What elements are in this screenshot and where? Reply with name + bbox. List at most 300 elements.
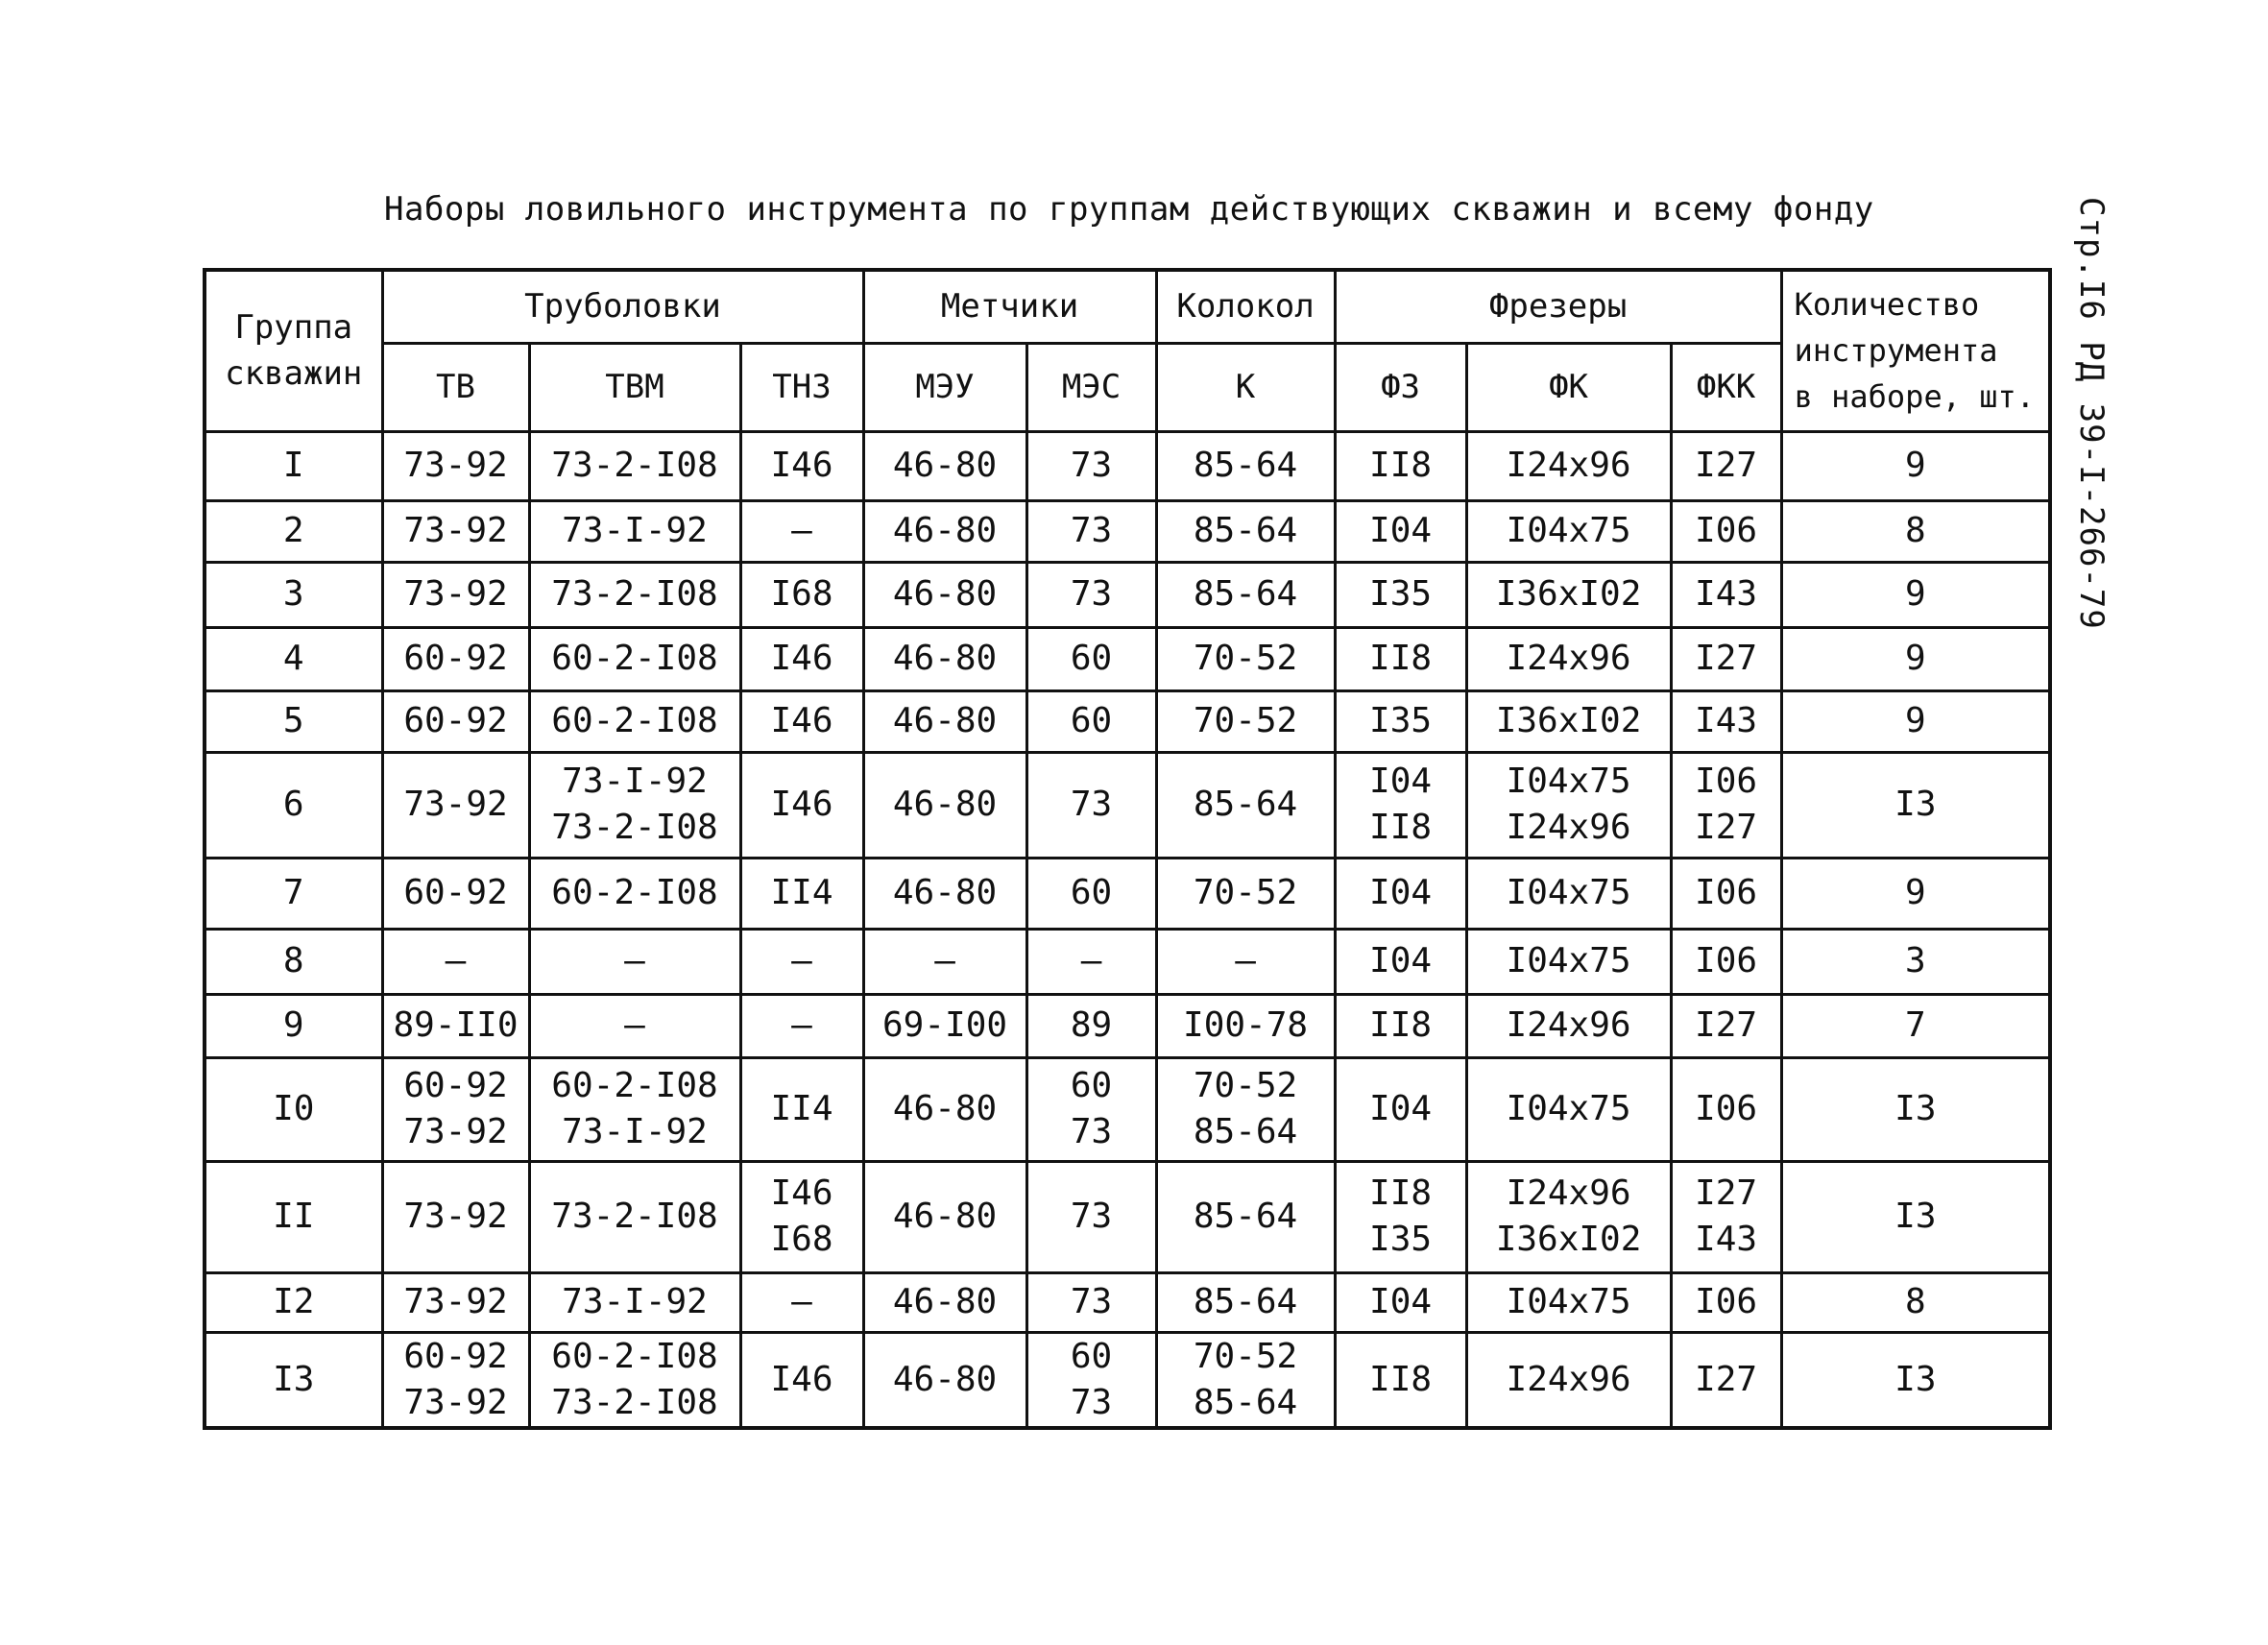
cell-tv-value: 73-92 [403, 1382, 508, 1422]
cell-fz-value: I35 [1369, 574, 1433, 614]
cell-fk [1466, 752, 1671, 858]
cell-tnz-value: I46 [770, 785, 833, 824]
cell-mes-value: 73 [1070, 446, 1113, 485]
cell-tvm-value: 73-2-I08 [551, 574, 718, 614]
cell-k-value: 85-64 [1193, 574, 1298, 614]
cell-meu [863, 929, 1026, 994]
header-tv: ТВ [382, 343, 529, 431]
cell-tnz-value: I46 [770, 446, 833, 485]
header-frezery: Фрезеры [1335, 270, 1781, 343]
cell-tv-value: – [445, 941, 467, 980]
header-quantity [1781, 270, 2050, 431]
header-metchiki: Метчики [863, 270, 1156, 343]
cell-fkk [1671, 690, 1781, 752]
cell-fkk-value: I06 [1695, 1089, 1758, 1128]
cell-k-value: 85-64 [1193, 511, 1298, 550]
table-row [205, 994, 2050, 1057]
cell-fkk [1671, 1272, 1781, 1332]
cell-mes-value: 73 [1070, 1112, 1113, 1151]
cell-quantity: 9 [1781, 858, 2050, 929]
cell-meu [863, 994, 1026, 1057]
cell-quantity: 9 [1781, 627, 2050, 690]
cell-tnz-value: I46 [770, 1359, 833, 1399]
cell-group: 9 [205, 994, 382, 1057]
cell-tv [382, 1272, 529, 1332]
cell-fz [1335, 1332, 1466, 1428]
cell-fkk-value: I06 [1695, 873, 1758, 912]
header-fkk: ФКК [1671, 343, 1781, 431]
cell-meu-value: 46-80 [892, 1197, 998, 1236]
cell-tnz-value: II4 [770, 1089, 833, 1128]
cell-mes [1026, 1332, 1156, 1428]
cell-mes [1026, 500, 1156, 562]
cell-k [1156, 500, 1335, 562]
cell-k-value: 85-64 [1193, 1197, 1298, 1236]
cell-fkk-value: I06 [1695, 762, 1758, 801]
cell-meu [863, 1332, 1026, 1428]
cell-tv-value: 60-92 [403, 1066, 508, 1105]
cell-k-value: 70-52 [1193, 701, 1298, 740]
cell-fk-value: I36xI02 [1495, 574, 1642, 614]
cell-tnz [740, 858, 863, 929]
cell-fkk [1671, 752, 1781, 858]
cell-fz [1335, 1272, 1466, 1332]
cell-tnz-value: I46 [770, 639, 833, 678]
cell-meu-value: 69-I00 [882, 1005, 1008, 1045]
cell-mes [1026, 562, 1156, 627]
cell-tnz [740, 994, 863, 1057]
cell-fk-value: I04x75 [1506, 873, 1631, 912]
cell-tv [382, 1057, 529, 1161]
cell-mes-value: 60 [1070, 873, 1113, 912]
cell-tnz-value: – [791, 1282, 812, 1321]
cell-k-value: 70-52 [1193, 1336, 1298, 1376]
cell-fz-value: I04 [1369, 873, 1433, 912]
cell-fz-value: I35 [1369, 1220, 1433, 1259]
cell-fk-value: I24x96 [1506, 1359, 1631, 1399]
cell-fk [1466, 690, 1671, 752]
cell-fk-value: I24x96 [1506, 446, 1631, 485]
cell-fkk [1671, 1332, 1781, 1428]
cell-fz-value: I04 [1369, 511, 1433, 550]
cell-tvm-value: 73-2-I08 [551, 808, 718, 847]
cell-group: 7 [205, 858, 382, 929]
cell-tv-value: 89-II0 [393, 1005, 519, 1045]
cell-group: 8 [205, 929, 382, 994]
header-quantity-line3: в наборе, шт. [1794, 378, 2036, 416]
cell-tv-value: 73-92 [403, 1197, 508, 1236]
header-group-line1: Группа [234, 308, 353, 348]
header-trubolovki: Труболовки [382, 270, 863, 343]
cell-meu-value: 46-80 [892, 639, 998, 678]
cell-tv-value: 73-92 [403, 1112, 508, 1151]
cell-fkk-value: I06 [1695, 941, 1758, 980]
cell-fz [1335, 994, 1466, 1057]
cell-fk-value: I24x96 [1506, 639, 1631, 678]
cell-tnz-value: I68 [770, 1220, 833, 1259]
cell-tvm [529, 1272, 740, 1332]
cell-tvm-value: 60-2-I08 [551, 873, 718, 912]
cell-fk-value: I24x96 [1506, 1005, 1631, 1045]
cell-tvm-value: 73-2-I08 [551, 1382, 718, 1422]
cell-quantity: I3 [1781, 1161, 2050, 1272]
cell-tvm-value: 60-2-I08 [551, 1066, 718, 1105]
cell-mes [1026, 994, 1156, 1057]
cell-tv-value: 73-92 [403, 574, 508, 614]
cell-fkk-value: I27 [1695, 639, 1758, 678]
table-row [205, 431, 2050, 500]
cell-tvm [529, 500, 740, 562]
cell-fkk [1671, 1057, 1781, 1161]
cell-fk-value: I24x96 [1506, 808, 1631, 847]
header-fz: ФЗ [1335, 343, 1466, 431]
cell-fk-value: I04x75 [1506, 1089, 1631, 1128]
header-tvm: ТВМ [529, 343, 740, 431]
cell-tvm-value: 73-I-92 [562, 1112, 708, 1151]
cell-fkk-value: I27 [1695, 446, 1758, 485]
cell-fk [1466, 500, 1671, 562]
header-group-line2: скважин [225, 354, 363, 394]
cell-fz [1335, 431, 1466, 500]
cell-fz [1335, 929, 1466, 994]
cell-fkk-value: I43 [1695, 1220, 1758, 1259]
cell-group: 6 [205, 752, 382, 858]
cell-k [1156, 690, 1335, 752]
cell-tvm [529, 690, 740, 752]
cell-tvm-value: 73-2-I08 [551, 446, 718, 485]
cell-tvm [529, 1332, 740, 1428]
cell-meu [863, 690, 1026, 752]
cell-mes [1026, 1057, 1156, 1161]
cell-tnz-value: – [791, 1005, 812, 1045]
cell-tnz-value: I68 [770, 574, 833, 614]
cell-meu-value: 46-80 [892, 511, 998, 550]
cell-tvm [529, 752, 740, 858]
cell-mes [1026, 431, 1156, 500]
cell-tv-value: 60-92 [403, 1336, 508, 1376]
cell-fkk [1671, 929, 1781, 994]
cell-fz-value: II8 [1369, 1359, 1433, 1399]
cell-meu [863, 752, 1026, 858]
cell-meu [863, 1161, 1026, 1272]
cell-tvm-value: 73-I-92 [562, 762, 708, 801]
cell-tnz [740, 627, 863, 690]
cell-mes-value: 60 [1070, 701, 1113, 740]
cell-k-value: – [1235, 941, 1256, 980]
cell-tv [382, 858, 529, 929]
cell-tvm [529, 1057, 740, 1161]
cell-tvm-value: 60-2-I08 [551, 639, 718, 678]
cell-group: I [205, 431, 382, 500]
cell-meu-value: 46-80 [892, 873, 998, 912]
cell-group: I2 [205, 1272, 382, 1332]
cell-tnz-value: I46 [770, 1173, 833, 1213]
cell-k-value: 70-52 [1193, 1066, 1298, 1105]
header-quantity-line1: Количество [1794, 286, 1980, 324]
cell-tv [382, 431, 529, 500]
cell-tvm-value: 60-2-I08 [551, 701, 718, 740]
cell-tnz [740, 500, 863, 562]
cell-mes [1026, 858, 1156, 929]
cell-tnz-value: – [791, 511, 812, 550]
header-kolokol: Колокол [1156, 270, 1335, 343]
cell-fz [1335, 1161, 1466, 1272]
cell-tnz [740, 752, 863, 858]
cell-tnz-value: II4 [770, 873, 833, 912]
table-row [205, 690, 2050, 752]
cell-tvm-value: 73-I-92 [562, 1282, 708, 1321]
cell-mes-value: – [1080, 941, 1102, 980]
cell-fkk-value: I27 [1695, 1005, 1758, 1045]
cell-tvm [529, 929, 740, 994]
cell-tvm-value: 60-2-I08 [551, 1336, 718, 1376]
cell-tv [382, 994, 529, 1057]
cell-tvm-value: – [624, 941, 645, 980]
cell-fk [1466, 1272, 1671, 1332]
cell-tvm [529, 1161, 740, 1272]
cell-fk [1466, 929, 1671, 994]
header-tnz: ТНЗ [740, 343, 863, 431]
table-row [205, 752, 2050, 858]
cell-fkk-value: I06 [1695, 511, 1758, 550]
header-meu: МЭУ [863, 343, 1026, 431]
cell-k [1156, 929, 1335, 994]
cell-tvm-value: 73-I-92 [562, 511, 708, 550]
cell-k-value: 70-52 [1193, 639, 1298, 678]
cell-fz [1335, 562, 1466, 627]
cell-fkk [1671, 1161, 1781, 1272]
cell-k-value: I00-78 [1183, 1005, 1309, 1045]
cell-fk-value: I04x75 [1506, 762, 1631, 801]
cell-tvm [529, 858, 740, 929]
cell-tv-value: 60-92 [403, 873, 508, 912]
cell-k [1156, 858, 1335, 929]
cell-tnz [740, 431, 863, 500]
cell-meu-value: 46-80 [892, 446, 998, 485]
cell-fk-value: I36xI02 [1495, 701, 1642, 740]
cell-tv-value: 60-92 [403, 639, 508, 678]
header-k: К [1156, 343, 1335, 431]
cell-mes [1026, 1272, 1156, 1332]
cell-fk [1466, 562, 1671, 627]
cell-fz [1335, 752, 1466, 858]
cell-k [1156, 627, 1335, 690]
cell-k [1156, 1272, 1335, 1332]
cell-fkk [1671, 858, 1781, 929]
cell-mes-value: 73 [1070, 1282, 1113, 1321]
cell-mes-value: 89 [1070, 1005, 1113, 1045]
cell-fk [1466, 1332, 1671, 1428]
cell-mes-value: 60 [1070, 1336, 1113, 1376]
cell-fkk-value: I27 [1695, 1173, 1758, 1213]
cell-meu [863, 627, 1026, 690]
cell-tv [382, 500, 529, 562]
cell-k [1156, 1332, 1335, 1428]
cell-quantity: 7 [1781, 994, 2050, 1057]
cell-tv [382, 690, 529, 752]
table-row [205, 1272, 2050, 1332]
cell-fz-value: I35 [1369, 701, 1433, 740]
cell-k-value: 85-64 [1193, 1382, 1298, 1422]
cell-mes-value: 73 [1070, 1197, 1113, 1236]
table-row [205, 1057, 2050, 1161]
table-row [205, 627, 2050, 690]
cell-fz-value: II8 [1369, 808, 1433, 847]
cell-k [1156, 562, 1335, 627]
cell-meu-value: 46-80 [892, 1089, 998, 1128]
cell-mes-value: 73 [1070, 511, 1113, 550]
cell-quantity: 3 [1781, 929, 2050, 994]
side-page-label: Стр.I6 РД 39-I-266-79 [2072, 197, 2111, 630]
document-title: Наборы ловильного инструмента по группам действующих скважин и всему фонду [384, 190, 1874, 229]
cell-fk [1466, 858, 1671, 929]
cell-quantity: 8 [1781, 1272, 2050, 1332]
table-row [205, 1161, 2050, 1272]
cell-mes [1026, 627, 1156, 690]
cell-k-value: 85-64 [1193, 446, 1298, 485]
table-row [205, 858, 2050, 929]
cell-fk [1466, 431, 1671, 500]
cell-mes-value: 60 [1070, 639, 1113, 678]
cell-tvm [529, 627, 740, 690]
cell-tvm [529, 431, 740, 500]
cell-tnz [740, 1332, 863, 1428]
cell-fz [1335, 858, 1466, 929]
cell-tv [382, 1332, 529, 1428]
cell-fk [1466, 627, 1671, 690]
cell-tv-value: 73-92 [403, 785, 508, 824]
cell-meu-value: 46-80 [892, 701, 998, 740]
cell-quantity: I3 [1781, 1057, 2050, 1161]
cell-group: I0 [205, 1057, 382, 1161]
cell-fz-value: I04 [1369, 941, 1433, 980]
cell-group: 4 [205, 627, 382, 690]
cell-k [1156, 1057, 1335, 1161]
cell-meu-value: 46-80 [892, 1359, 998, 1399]
cell-meu [863, 858, 1026, 929]
cell-fz-value: II8 [1369, 1173, 1433, 1213]
cell-meu [863, 1272, 1026, 1332]
cell-k [1156, 1161, 1335, 1272]
table-body [205, 431, 2050, 1428]
cell-fk [1466, 1161, 1671, 1272]
cell-mes-value: 73 [1070, 574, 1113, 614]
header-mes: МЭС [1026, 343, 1156, 431]
cell-mes-value: 73 [1070, 1382, 1113, 1422]
cell-tvm-value: – [624, 1005, 645, 1045]
cell-tnz [740, 1161, 863, 1272]
cell-fkk-value: I06 [1695, 1282, 1758, 1321]
cell-k-value: 85-64 [1193, 1112, 1298, 1151]
cell-meu-value: – [934, 941, 955, 980]
cell-fk-value: I24x96 [1506, 1173, 1631, 1213]
cell-fkk [1671, 500, 1781, 562]
cell-mes [1026, 1161, 1156, 1272]
cell-tv [382, 562, 529, 627]
cell-quantity: 9 [1781, 562, 2050, 627]
cell-tnz [740, 1057, 863, 1161]
cell-fkk [1671, 627, 1781, 690]
cell-fk [1466, 994, 1671, 1057]
cell-meu [863, 562, 1026, 627]
cell-mes-value: 73 [1070, 785, 1113, 824]
cell-fkk [1671, 431, 1781, 500]
cell-k-value: 85-64 [1193, 785, 1298, 824]
cell-fz [1335, 690, 1466, 752]
cell-tnz [740, 929, 863, 994]
cell-tv [382, 929, 529, 994]
cell-fkk-value: I27 [1695, 808, 1758, 847]
table-row [205, 562, 2050, 627]
cell-tv [382, 1161, 529, 1272]
cell-fz-value: II8 [1369, 639, 1433, 678]
cell-tv-value: 73-92 [403, 511, 508, 550]
cell-fkk-value: I27 [1695, 1359, 1758, 1399]
cell-tv-value: 73-92 [403, 1282, 508, 1321]
cell-fkk [1671, 562, 1781, 627]
cell-tnz [740, 690, 863, 752]
cell-quantity: 8 [1781, 500, 2050, 562]
cell-group: I3 [205, 1332, 382, 1428]
cell-fz-value: II8 [1369, 446, 1433, 485]
cell-meu-value: 46-80 [892, 785, 998, 824]
cell-mes [1026, 752, 1156, 858]
cell-fz-value: I04 [1369, 762, 1433, 801]
header-fk: ФК [1466, 343, 1671, 431]
cell-fz-value: II8 [1369, 1005, 1433, 1045]
cell-meu [863, 431, 1026, 500]
cell-quantity: 9 [1781, 431, 2050, 500]
cell-fkk [1671, 994, 1781, 1057]
cell-k [1156, 994, 1335, 1057]
cell-tv [382, 627, 529, 690]
cell-tnz [740, 562, 863, 627]
cell-group: 2 [205, 500, 382, 562]
cell-tnz-value: I46 [770, 701, 833, 740]
cell-fk [1466, 1057, 1671, 1161]
cell-tv-value: 73-92 [403, 446, 508, 485]
cell-tnz-value: – [791, 941, 812, 980]
cell-quantity: 9 [1781, 690, 2050, 752]
cell-fkk-value: I43 [1695, 574, 1758, 614]
header-group [205, 270, 382, 431]
cell-mes [1026, 929, 1156, 994]
cell-mes [1026, 690, 1156, 752]
cell-tvm-value: 73-2-I08 [551, 1197, 718, 1236]
cell-tvm [529, 994, 740, 1057]
header-quantity-line2: инструмента [1794, 332, 1998, 370]
cell-k [1156, 752, 1335, 858]
cell-mes-value: 60 [1070, 1066, 1113, 1105]
cell-tnz [740, 1272, 863, 1332]
cell-meu [863, 500, 1026, 562]
cell-fz [1335, 500, 1466, 562]
cell-k-value: 85-64 [1193, 1282, 1298, 1321]
table-row [205, 1332, 2050, 1428]
cell-fk-value: I36xI02 [1495, 1220, 1642, 1259]
cell-group: 5 [205, 690, 382, 752]
cell-tv [382, 752, 529, 858]
cell-quantity: I3 [1781, 1332, 2050, 1428]
cell-meu-value: 46-80 [892, 574, 998, 614]
cell-fk-value: I04x75 [1506, 511, 1631, 550]
cell-fz-value: I04 [1369, 1282, 1433, 1321]
cell-meu-value: 46-80 [892, 1282, 998, 1321]
instrument-table [203, 268, 2052, 1430]
cell-fz [1335, 627, 1466, 690]
cell-group: II [205, 1161, 382, 1272]
cell-fkk-value: I43 [1695, 701, 1758, 740]
